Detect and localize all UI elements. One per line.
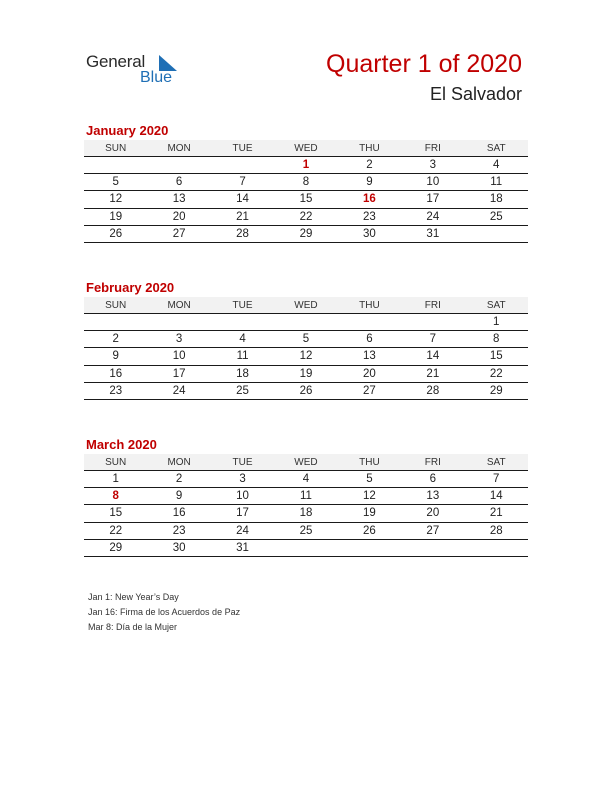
weekday-label: WED: [294, 143, 318, 154]
day-cell: 4: [239, 333, 246, 346]
weekday-label: TUE: [232, 457, 253, 468]
day-cell: 16: [109, 367, 123, 380]
day-cell: 23: [363, 210, 376, 223]
week-row: [84, 331, 528, 348]
day-cell: 17: [236, 507, 249, 520]
day-cell: [84, 314, 147, 330]
day-cell: 27: [172, 227, 186, 240]
day-cell: 1: [112, 473, 119, 485]
day-cell: [274, 314, 337, 330]
weekday-label: MON: [167, 300, 191, 311]
day-cell: 17: [426, 193, 440, 206]
day-cell: 20: [426, 507, 440, 520]
day-cell: 24: [236, 524, 249, 537]
day-cell: 8: [302, 176, 310, 189]
day-cell: [211, 157, 274, 173]
day-cell: 29: [299, 227, 313, 240]
weekday-label: THU: [359, 457, 380, 468]
weekday-label: THU: [359, 300, 380, 311]
holiday-note: Jan 1: New Year’s Day: [88, 592, 179, 602]
week-row: [84, 366, 528, 383]
week-row: [84, 505, 528, 522]
day-cell: 25: [299, 524, 313, 537]
weekday-header-row: [84, 454, 528, 471]
day-cell: 14: [426, 350, 440, 363]
day-cell: 2: [112, 333, 119, 346]
month-title: March 2020: [86, 437, 157, 452]
month-block: [84, 278, 528, 400]
weekday-header-row: [84, 297, 528, 314]
day-cell: 30: [363, 227, 376, 240]
day-cell: 22: [489, 367, 503, 380]
day-cell: 21: [236, 210, 249, 223]
day-cell: 5: [112, 176, 119, 189]
day-cell: 22: [109, 524, 123, 537]
day-cell: 28: [426, 384, 440, 397]
weekday-label: WED: [294, 300, 318, 311]
day-cell: 18: [489, 193, 503, 206]
week-row: [84, 383, 528, 400]
day-cell: 29: [489, 384, 503, 397]
day-cell: [338, 314, 401, 330]
weekday-label: FRI: [424, 300, 441, 311]
day-cell: 9: [112, 350, 119, 363]
day-cell: 9: [175, 490, 183, 503]
day-cell: 8: [493, 333, 500, 346]
day-cell: [401, 540, 464, 556]
week-row: [84, 209, 528, 226]
day-cell: 12: [299, 350, 313, 363]
day-cell: 20: [172, 210, 186, 223]
day-cell: [465, 226, 528, 242]
day-cell: [211, 314, 274, 330]
week-row: [84, 226, 528, 243]
day-cell: 26: [363, 524, 376, 537]
day-cell: 24: [426, 210, 440, 223]
day-cell: 13: [426, 490, 440, 503]
logo-text-general: General: [86, 52, 146, 71]
day-cell: 29: [109, 541, 123, 554]
day-cell: 11: [300, 490, 312, 503]
week-row: [84, 488, 528, 505]
day-cell: 15: [489, 350, 503, 363]
day-cell: 18: [236, 367, 249, 380]
day-cell: 21: [426, 367, 440, 380]
weekday-label: FRI: [424, 457, 441, 468]
day-cell: 25: [236, 384, 249, 397]
day-cell: 19: [363, 507, 376, 520]
weekday-label: SUN: [105, 143, 127, 154]
weekday-label: SUN: [105, 457, 127, 468]
day-cell: 28: [489, 524, 503, 537]
weekday-label: SAT: [486, 300, 506, 311]
day-cell: [338, 540, 401, 556]
day-cell: 30: [172, 541, 186, 554]
day-cell: 7: [493, 473, 500, 485]
day-cell: 31: [236, 541, 249, 554]
day-cell: 11: [490, 176, 503, 189]
day-cell: 11: [236, 350, 249, 363]
day-cell: 17: [172, 367, 186, 380]
week-row: [84, 471, 528, 488]
weekday-label: MON: [167, 143, 191, 154]
day-cell: 26: [109, 227, 123, 240]
week-row: [84, 348, 528, 365]
day-cell: 4: [302, 473, 310, 485]
day-cell: 7: [429, 333, 437, 346]
month-block: [84, 435, 528, 557]
day-cell: 6: [429, 473, 437, 485]
day-cell: 12: [109, 193, 123, 206]
day-cell: 14: [236, 193, 249, 206]
holiday-day-cell: 1: [302, 159, 310, 171]
day-cell: 24: [172, 384, 186, 397]
day-cell: 4: [493, 159, 500, 171]
day-cell: [274, 540, 337, 556]
month-title: January 2020: [86, 123, 169, 138]
weekday-label: MON: [167, 457, 191, 468]
week-row: [84, 540, 528, 557]
day-cell: 6: [366, 333, 373, 346]
day-cell: 19: [299, 367, 313, 380]
day-cell: 5: [366, 473, 373, 485]
day-cell: 27: [363, 384, 376, 397]
holiday-notes: [88, 590, 240, 635]
weekday-label: FRI: [424, 143, 441, 154]
day-cell: [84, 157, 147, 173]
day-cell: 7: [239, 176, 246, 189]
day-cell: 15: [109, 507, 123, 520]
month-title: February 2020: [86, 280, 175, 295]
weekday-label: THU: [359, 143, 380, 154]
holiday-day-cell: 16: [363, 193, 376, 206]
day-cell: 10: [426, 176, 440, 189]
day-cell: 16: [172, 507, 186, 520]
day-cell: 3: [175, 333, 183, 346]
day-cell: 3: [429, 159, 437, 171]
week-row: [84, 157, 528, 174]
day-cell: 20: [363, 367, 376, 380]
holiday-note: Jan 16: Firma de los Acuerdos de Paz: [88, 607, 241, 617]
day-cell: 13: [363, 350, 376, 363]
day-cell: 3: [239, 473, 246, 485]
day-cell: 15: [299, 193, 313, 206]
day-cell: 14: [489, 490, 503, 503]
country-name: El Salvador: [429, 84, 522, 104]
day-cell: 31: [426, 227, 440, 240]
month-block: [84, 121, 528, 243]
day-cell: [465, 540, 528, 556]
logo-text-blue: Blue: [140, 69, 173, 86]
day-cell: 9: [366, 176, 373, 189]
weekday-header-row: [84, 140, 528, 157]
day-cell: [147, 314, 210, 330]
week-row: [84, 174, 528, 191]
brand-logo: [86, 52, 196, 92]
week-row: [84, 314, 528, 331]
day-cell: 12: [363, 490, 376, 503]
holiday-note: Mar 8: Día de la Mujer: [88, 622, 178, 632]
weekday-label: SAT: [486, 143, 506, 154]
weekday-label: TUE: [232, 300, 253, 311]
day-cell: 19: [109, 210, 123, 223]
day-cell: 2: [175, 473, 183, 485]
weekday-label: TUE: [232, 143, 253, 154]
weekday-label: SUN: [105, 300, 127, 311]
day-cell: [401, 314, 464, 330]
day-cell: 18: [299, 507, 313, 520]
weekday-label: SAT: [486, 457, 506, 468]
week-row: [84, 191, 528, 208]
day-cell: 1: [493, 316, 500, 328]
holiday-day-cell: 8: [112, 490, 119, 503]
weekday-label: WED: [294, 457, 318, 468]
day-cell: 2: [366, 159, 373, 171]
day-cell: 5: [302, 333, 310, 346]
quarter-title: Quarter 1 of 2020: [326, 50, 522, 78]
day-cell: 6: [175, 176, 183, 189]
day-cell: 28: [236, 227, 249, 240]
day-cell: 10: [172, 350, 186, 363]
day-cell: 10: [236, 490, 249, 503]
day-cell: 22: [299, 210, 313, 223]
day-cell: [147, 157, 210, 173]
day-cell: 23: [109, 384, 123, 397]
day-cell: 23: [172, 524, 186, 537]
day-cell: 25: [489, 210, 503, 223]
week-row: [84, 523, 528, 540]
day-cell: 27: [426, 524, 440, 537]
day-cell: 21: [489, 507, 503, 520]
day-cell: 26: [299, 384, 313, 397]
day-cell: 13: [172, 193, 186, 206]
